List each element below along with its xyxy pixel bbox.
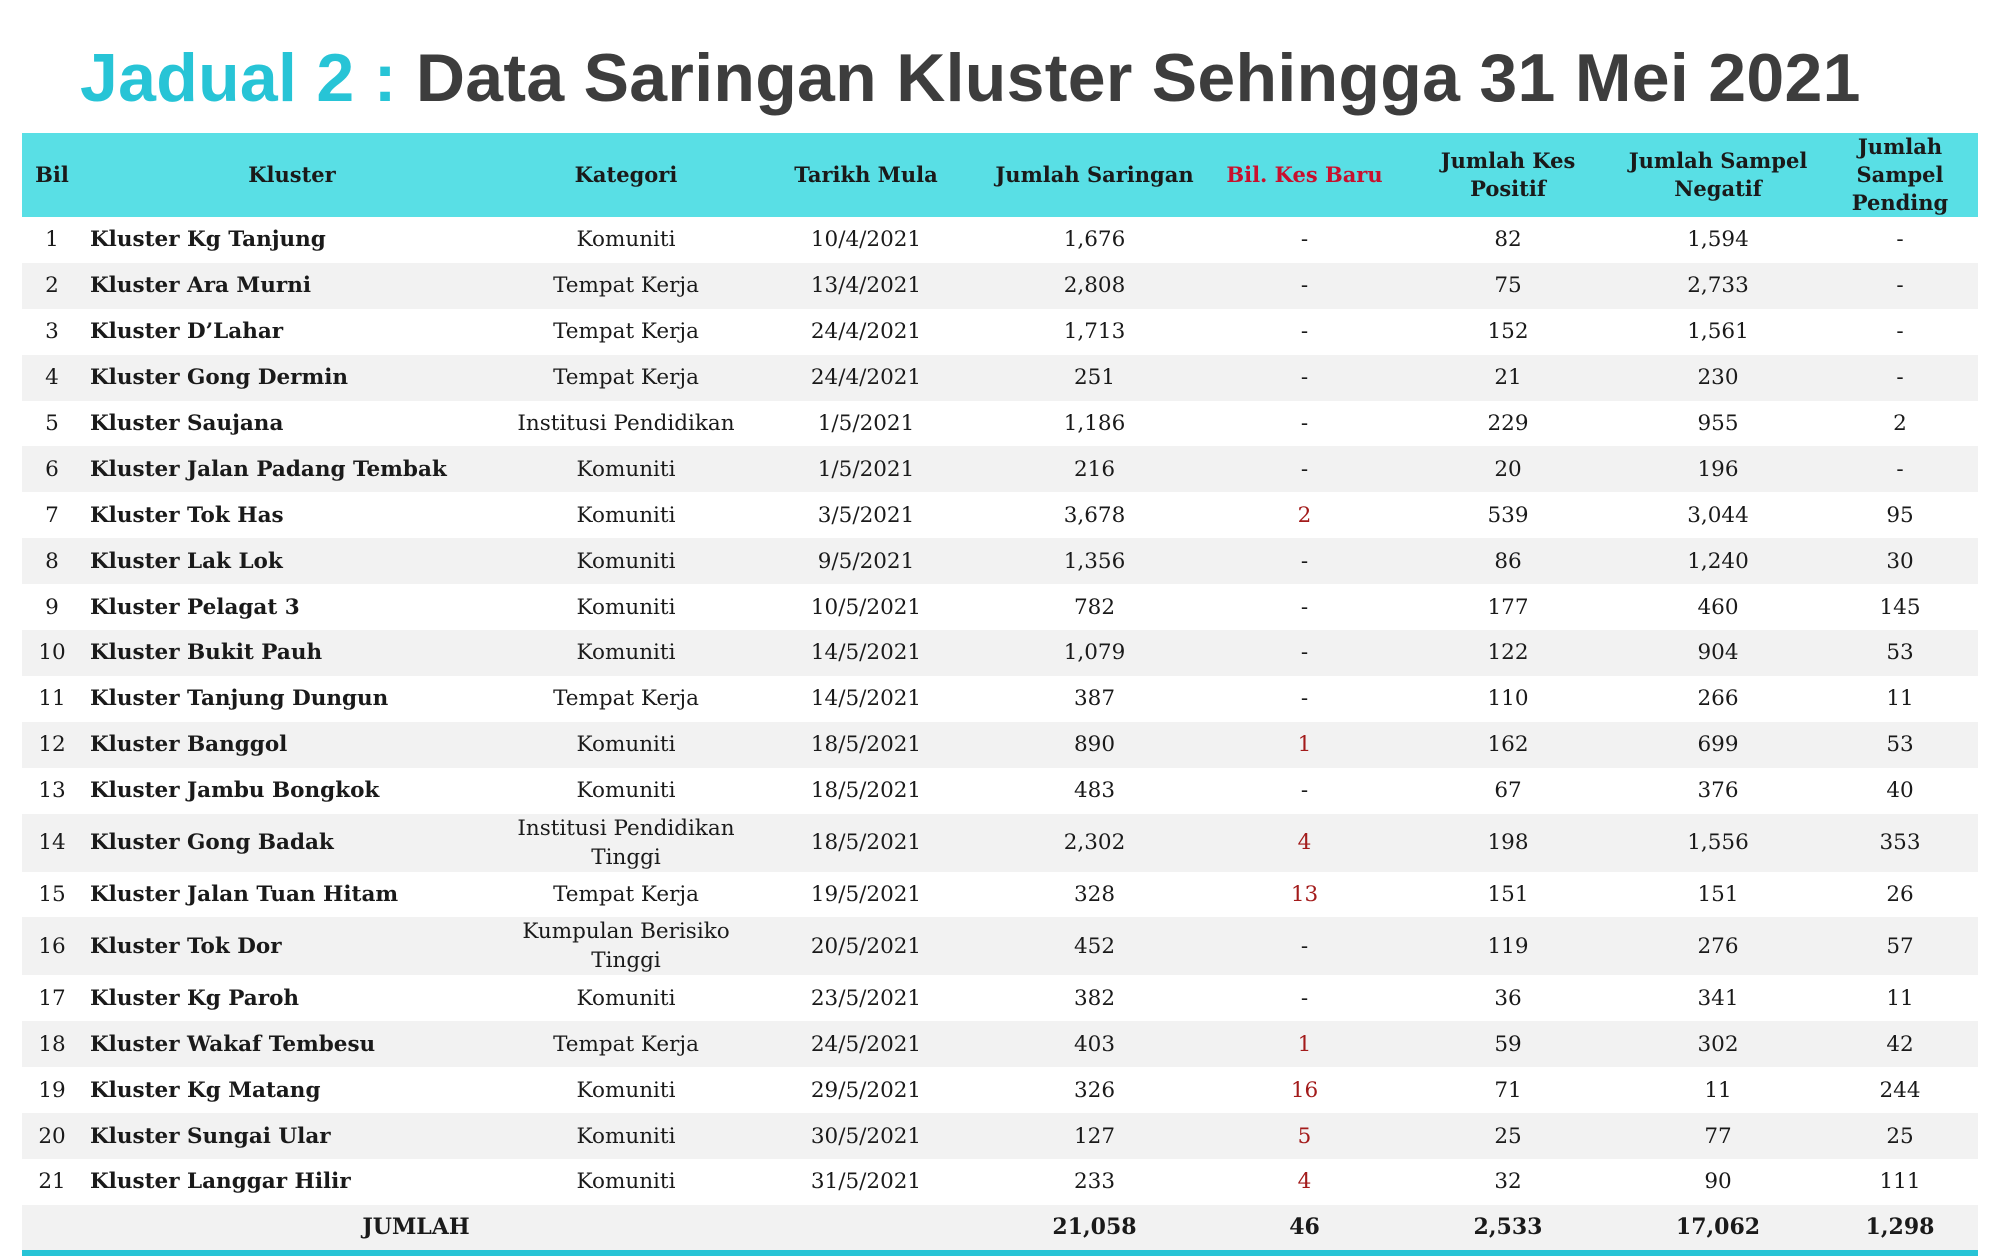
header-jumlah-saringan: Jumlah Saringan: [982, 133, 1207, 217]
cell-pending: 95: [1886, 502, 1914, 528]
cell-negatif: 904: [1614, 630, 1822, 676]
cell-kluster: Kluster Sungai Ular: [82, 1113, 502, 1159]
cell-positif: 75: [1402, 263, 1614, 309]
table-body: [22, 217, 1978, 1205]
cell-saringan: 251: [982, 355, 1207, 401]
cell-saringan: 216: [982, 446, 1207, 492]
cell-pending: 57: [1822, 917, 1978, 975]
cell-positif: 86: [1402, 538, 1614, 584]
cell-saringan: 127: [982, 1113, 1207, 1159]
cell-tarikh: 18/5/2021: [810, 778, 922, 804]
table-row: [22, 309, 1978, 355]
cell-tarikh: 14/5/2021: [750, 630, 982, 676]
cell-bil: 4: [22, 355, 82, 401]
cell-negatif: 955: [1697, 411, 1739, 436]
cell-bil: 10: [22, 630, 82, 676]
cell-tarikh: 3/5/2021: [817, 502, 915, 528]
cell-kluster: Kluster D’Lahar: [90, 319, 284, 345]
header-jumlah-sampel-negatif: Jumlah Sampel Negatif: [1614, 133, 1822, 217]
header-jumlah-sampel-pending: Jumlah Sampel Pending: [1822, 133, 1978, 217]
cell-saringan: 782: [1073, 594, 1116, 620]
cell-kategori: Komuniti: [576, 778, 676, 804]
cell-negatif: 1,594: [1687, 227, 1749, 253]
cell-bil: 8: [22, 538, 82, 584]
cell-pending: 53: [1822, 722, 1978, 768]
cell-kluster: Kluster Kg Tanjung: [90, 227, 326, 253]
cell-bil: 2: [22, 263, 82, 309]
cell-tarikh: 14/5/2021: [810, 686, 922, 712]
cell-pending: 2: [1893, 411, 1907, 436]
table-row: [22, 263, 1978, 309]
cell-tarikh: 24/5/2021: [750, 1021, 982, 1067]
header-kluster: Kluster: [82, 133, 502, 217]
cell-kes-baru: -: [1207, 538, 1402, 584]
cell-bil: 11: [38, 686, 66, 712]
table-row: [22, 446, 1978, 492]
cell-kes-baru: -: [1300, 411, 1309, 436]
cell-kes-baru: -: [1207, 446, 1402, 492]
total-label: JUMLAH: [82, 1205, 750, 1253]
cell-kategori: Komuniti: [502, 722, 750, 768]
cell-kategori: Tempat Kerja: [502, 1021, 750, 1067]
table-row: [22, 492, 1978, 538]
cell-kategori: Komuniti: [502, 1113, 750, 1159]
cell-kes-baru: -: [1207, 355, 1402, 401]
cell-tarikh: 10/5/2021: [810, 594, 922, 620]
cell-pending: 11: [1886, 985, 1914, 1011]
cell-positif: 32: [1494, 1169, 1522, 1195]
cell-kluster: Kluster Jambu Bongkok: [90, 778, 380, 804]
cell-positif: 151: [1487, 882, 1529, 908]
cell-tarikh: 13/4/2021: [750, 263, 982, 309]
cell-positif: 229: [1487, 411, 1529, 436]
cell-pending: -: [1822, 263, 1978, 309]
cell-pending: 40: [1886, 778, 1914, 804]
header-kategori: Kategori: [502, 133, 750, 217]
cell-tarikh: 18/5/2021: [750, 814, 982, 872]
cell-saringan: 382: [1073, 985, 1116, 1011]
title-main: Data Saringan Kluster Sehingga 31 Mei 2021: [415, 40, 1861, 116]
table-row: [22, 768, 1978, 814]
cell-saringan: 3,678: [1063, 502, 1126, 528]
cell-kluster: Kluster Pelagat 3: [90, 594, 300, 620]
cell-kes-baru: 4: [1207, 814, 1402, 872]
header-bil: Bil: [22, 133, 82, 217]
total-positif: 2,533: [1402, 1205, 1614, 1253]
cell-kategori: Institusi Pendidikan Tinggi: [502, 814, 750, 872]
cell-pending: 11: [1886, 686, 1914, 712]
header-row: [22, 133, 1978, 217]
cell-positif: 162: [1402, 722, 1614, 768]
cell-tarikh: 9/5/2021: [750, 538, 982, 584]
cell-negatif: 90: [1704, 1169, 1732, 1195]
cell-positif: 59: [1402, 1021, 1614, 1067]
cell-saringan: 1,186: [1063, 411, 1126, 436]
cell-bil: 13: [38, 778, 66, 804]
cell-positif: 119: [1402, 917, 1614, 975]
cell-kes-baru: -: [1300, 985, 1309, 1011]
cell-positif: 82: [1494, 227, 1522, 253]
cell-pending: 145: [1879, 594, 1921, 620]
cell-pending: -: [1822, 355, 1978, 401]
cell-saringan: 890: [982, 722, 1207, 768]
table-row: [22, 872, 1978, 918]
cell-tarikh: 24/4/2021: [810, 319, 922, 345]
cell-kluster: Kluster Gong Dermin: [82, 355, 502, 401]
cell-kluster: Kluster Jalan Tuan Hitam: [90, 882, 399, 908]
cell-positif: 539: [1487, 502, 1529, 528]
cell-kluster: Kluster Banggol: [82, 722, 502, 768]
cell-kategori: Tempat Kerja: [502, 263, 750, 309]
cell-bil: 20: [22, 1113, 82, 1159]
cell-pending: 30: [1822, 538, 1978, 584]
cell-negatif: 376: [1697, 778, 1739, 804]
cell-bil: 21: [38, 1169, 66, 1195]
cell-bil: 7: [45, 502, 59, 528]
cell-negatif: 2,733: [1614, 263, 1822, 309]
cell-negatif: 196: [1614, 446, 1822, 492]
cell-bil: 9: [45, 594, 59, 620]
cell-kategori: Komuniti: [576, 227, 676, 253]
total-row: [22, 1205, 1978, 1253]
table-row: [22, 1021, 1978, 1067]
cell-bil: 17: [38, 985, 66, 1011]
cell-positif: 67: [1494, 778, 1522, 804]
cell-kategori: Tempat Kerja: [553, 882, 699, 908]
cell-kluster: Kluster Gong Badak: [82, 814, 502, 872]
cell-tarikh: 24/4/2021: [750, 355, 982, 401]
cell-kluster: Kluster Langgar Hilir: [90, 1169, 351, 1195]
cell-pending: -: [1896, 227, 1904, 253]
header-bil-kes-baru: Bil. Kes Baru: [1207, 133, 1402, 217]
cell-saringan: 483: [1073, 778, 1116, 804]
table-row: [22, 217, 1978, 263]
cell-saringan: 403: [982, 1021, 1207, 1067]
table-row: [22, 975, 1978, 1021]
cell-negatif: 1,240: [1614, 538, 1822, 584]
cell-positif: 71: [1494, 1077, 1522, 1103]
cell-bil: 15: [38, 882, 66, 908]
cell-kategori: Komuniti: [502, 538, 750, 584]
cell-saringan: 1,676: [1063, 227, 1126, 253]
cell-positif: 25: [1402, 1113, 1614, 1159]
cell-kategori: Kumpulan Berisiko Tinggi: [502, 917, 750, 975]
total-empty-cell: [22, 1205, 82, 1253]
cell-tarikh: 18/5/2021: [750, 722, 982, 768]
cell-tarikh: 1/5/2021: [817, 411, 915, 436]
cell-kategori: Komuniti: [576, 594, 676, 620]
cell-saringan: 2,808: [982, 263, 1207, 309]
cell-negatif: 11: [1704, 1077, 1732, 1103]
cell-kes-baru: 1: [1207, 722, 1402, 768]
cell-kes-baru: -: [1300, 227, 1309, 253]
cell-kes-baru: 16: [1290, 1077, 1319, 1103]
cell-kluster: Kluster Wakaf Tembesu: [82, 1021, 502, 1067]
cell-kluster: Kluster Kg Paroh: [90, 985, 300, 1011]
cell-tarikh: 30/5/2021: [750, 1113, 982, 1159]
total-pending: 1,298: [1822, 1205, 1978, 1253]
cell-bil: 19: [38, 1077, 66, 1103]
cell-kes-baru: 4: [1297, 1169, 1312, 1195]
header-jumlah-kes-positif: Jumlah Kes Positif: [1402, 133, 1614, 217]
cell-tarikh: 1/5/2021: [750, 446, 982, 492]
cell-kes-baru: -: [1300, 778, 1309, 804]
table-row: [22, 401, 1978, 447]
cell-pending: 53: [1822, 630, 1978, 676]
cell-pending: 244: [1879, 1077, 1921, 1103]
table-row: [22, 722, 1978, 768]
cell-negatif: 266: [1697, 686, 1739, 712]
cell-bil: 1: [45, 227, 59, 253]
table-row: [22, 355, 1978, 401]
cell-negatif: 276: [1614, 917, 1822, 975]
title-prefix: Jadual 2 :: [80, 40, 397, 116]
cell-saringan: 2,302: [982, 814, 1207, 872]
cell-bil: 3: [45, 319, 59, 345]
cell-saringan: 387: [1073, 686, 1116, 712]
cell-kategori: Komuniti: [576, 1169, 676, 1195]
cell-negatif: 341: [1697, 985, 1739, 1011]
cell-negatif: 699: [1614, 722, 1822, 768]
cell-saringan: 1,713: [1063, 319, 1126, 345]
cell-kluster: Kluster Jalan Padang Tembak: [82, 446, 502, 492]
cell-pending: -: [1896, 319, 1904, 345]
cell-tarikh: 31/5/2021: [810, 1169, 922, 1195]
cell-kes-baru: -: [1207, 263, 1402, 309]
cell-negatif: 460: [1697, 594, 1739, 620]
cell-pending: 26: [1886, 882, 1914, 908]
cell-kategori: Tempat Kerja: [553, 319, 699, 345]
total-kes-baru: 46: [1207, 1205, 1402, 1253]
cell-negatif: 151: [1697, 882, 1739, 908]
table-row: [22, 538, 1978, 584]
cell-kes-baru: 5: [1207, 1113, 1402, 1159]
cell-kategori: Komuniti: [576, 502, 676, 528]
cell-tarikh: 23/5/2021: [810, 985, 922, 1011]
cell-bil: 16: [22, 917, 82, 975]
page-title: [80, 38, 1861, 118]
cell-tarikh: 20/5/2021: [750, 917, 982, 975]
cell-kategori: Tempat Kerja: [502, 355, 750, 401]
cell-kluster: Kluster Tok Has: [90, 502, 284, 528]
cell-pending: -: [1822, 446, 1978, 492]
cell-positif: 177: [1487, 594, 1529, 620]
cell-pending: 42: [1822, 1021, 1978, 1067]
cell-pending: 353: [1822, 814, 1978, 872]
cell-kluster: Kluster Kg Matang: [90, 1077, 321, 1103]
cell-kategori: Tempat Kerja: [553, 686, 699, 712]
cell-kategori: Komuniti: [502, 446, 750, 492]
cell-kluster: Kluster Tanjung Dungun: [90, 686, 389, 712]
cell-positif: 122: [1402, 630, 1614, 676]
cell-tarikh: 10/4/2021: [810, 227, 922, 253]
header-tarikh-mula: Tarikh Mula: [750, 133, 982, 217]
cell-tarikh: 29/5/2021: [810, 1077, 922, 1103]
cell-positif: 20: [1402, 446, 1614, 492]
cell-negatif: 230: [1614, 355, 1822, 401]
cell-negatif: 3,044: [1687, 502, 1749, 528]
cell-saringan: 326: [1073, 1077, 1116, 1103]
cell-kes-baru: 1: [1207, 1021, 1402, 1067]
cell-bil: 14: [22, 814, 82, 872]
cell-bil: 5: [45, 411, 59, 436]
total-saringan: 21,058: [982, 1205, 1207, 1253]
table-row: [22, 676, 1978, 722]
cell-negatif: 1,561: [1687, 319, 1749, 345]
cell-saringan: 1,079: [982, 630, 1207, 676]
cell-pending: 111: [1879, 1169, 1921, 1195]
cell-bil: 6: [22, 446, 82, 492]
cell-negatif: 77: [1614, 1113, 1822, 1159]
cell-kes-baru: -: [1300, 686, 1309, 712]
cell-kluster: Kluster Lak Lok: [82, 538, 502, 584]
table-row: [22, 584, 1978, 630]
table-row: [22, 1067, 1978, 1113]
cell-pending: 25: [1822, 1113, 1978, 1159]
cell-kes-baru: -: [1207, 917, 1402, 975]
cell-negatif: 302: [1614, 1021, 1822, 1067]
cell-positif: 110: [1487, 686, 1529, 712]
cell-kategori: Komuniti: [502, 630, 750, 676]
table-row: [22, 1159, 1978, 1205]
cell-kes-baru: 2: [1297, 502, 1312, 528]
cell-kluster: Kluster Tok Dor: [82, 917, 502, 975]
cell-kluster: Kluster Saujana: [90, 411, 284, 436]
cell-positif: 36: [1494, 985, 1522, 1011]
cell-positif: 152: [1487, 319, 1529, 345]
cell-kes-baru: -: [1300, 594, 1309, 620]
cell-kategori: Institusi Pendidikan: [517, 411, 735, 436]
cell-kluster: Kluster Bukit Pauh: [82, 630, 502, 676]
cell-saringan: 452: [982, 917, 1207, 975]
cell-kes-baru: -: [1300, 319, 1309, 345]
cell-positif: 198: [1402, 814, 1614, 872]
table-row: [22, 917, 1978, 975]
total-negatif: 17,062: [1614, 1205, 1822, 1253]
table-row: [22, 630, 1978, 676]
cell-negatif: 1,556: [1614, 814, 1822, 872]
table-row: [22, 814, 1978, 872]
table-row: [22, 1113, 1978, 1159]
cell-kluster: Kluster Ara Murni: [82, 263, 502, 309]
cell-saringan: 328: [1073, 882, 1116, 908]
cell-kes-baru: -: [1207, 630, 1402, 676]
cell-kategori: Komuniti: [576, 1077, 676, 1103]
cell-saringan: 1,356: [982, 538, 1207, 584]
cell-tarikh: 19/5/2021: [810, 882, 922, 908]
total-empty-cell: [750, 1205, 982, 1253]
cell-positif: 21: [1402, 355, 1614, 401]
cell-kategori: Komuniti: [576, 985, 676, 1011]
cell-kes-baru: 13: [1290, 882, 1319, 908]
cell-bil: 18: [22, 1021, 82, 1067]
cluster-table: [22, 133, 1978, 1256]
cell-bil: 12: [22, 722, 82, 768]
cell-saringan: 233: [1073, 1169, 1116, 1195]
